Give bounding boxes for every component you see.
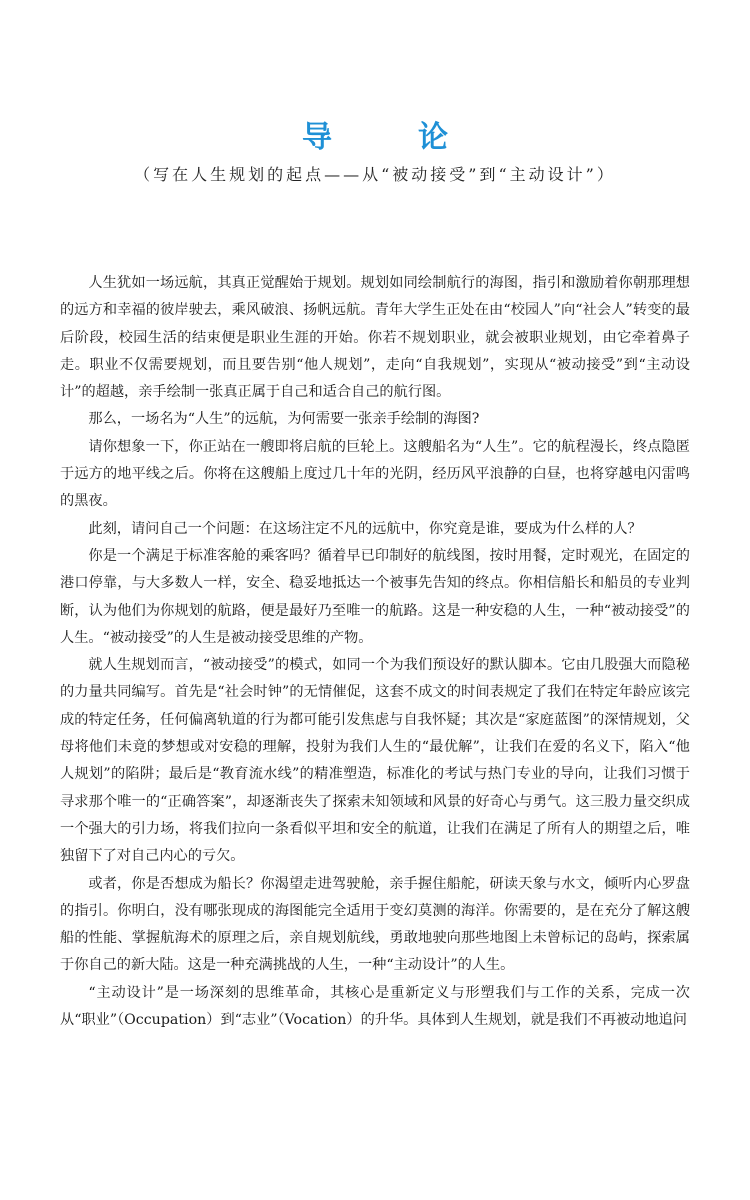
paragraph: 那么，一场名为“人生”的远航，为何需要一张亲手绘制的海图? bbox=[88, 411, 480, 428]
paragraph: “主动设计”是一场深刻的思维革命，其核心是重新定义与形塑我们与工作的关系，完成一次从“职业”（Occupation）到“志业”（Vocation）的升华。具体到人生规划，就是我们不再被动地追问 bbox=[60, 984, 690, 1029]
paragraph: 就人生规划而言，“被动接受”的模式，如同一个为我们预设好的默认脚本。它由几股强大而隐秘的力量共同编写。首先是“社会时钟”的无情催促，这套不成文的时间表规定了我们在特定年龄应该完成的特定任务，任何偏离轨道的行为都可能引发焦虑与自我怀疑；其次是“家庭蓝图”的深情规划，父母将他们未竟的梦想或对安稳的理解，投射为我们人生的“最优解”，让我们在爱的名义下，陷入“他人规划”的陷阱；最后是“教育流水线”的精准塑造，标准化的考试与热门专业的导向，让我们习惯于寻求那个唯一的“正确答案”，却逐渐丧失了探索未知领域和风景的好奇心与勇气。这三股力量交织成一个强大的引力场，将我们拉向一条看似平坦和安全的航道，让我们在满足了所有人的期望之后，唯独留下了对自己内心的亏欠。 bbox=[60, 657, 690, 865]
paragraph: 此刻，请问自己一个问题：在这场注定不凡的远航中，你究竟是谁，要成为什么样的人？ bbox=[88, 520, 642, 537]
paragraph: 你是一个满足于标准客舱的乘客吗？循着早已印制好的航线图，按时用餐，定时观光，在固定的港口停靠，与大多数人一样，安全、稳妥地抵达一个被事先告知的终点。你相信船长和船员的专业判断，认为他们为你规划的航路，便是最好乃至唯一的航路。这是一种安稳的人生，一种“被动接受”的人生。“被动接受”的人生是被动接受思维的产物。 bbox=[60, 547, 690, 646]
page-subtitle: （写在人生规划的起点——从“被动接受”到“主动设计”） bbox=[134, 165, 616, 184]
page-title: 导 论 bbox=[302, 120, 476, 155]
paragraph: 或者，你是否想成为船长？你渴望走进驾驶舱，亲手握住船舵，研读天象与水文，倾听内心罗盘的指引。你明白，没有哪张现成的海图能完全适用于变幻莫测的海洋。你需要的，是在充分了解这艘船的性能、掌握航海术的原理之后，亲自规划航线，勇敢地驶向那些地图上未曾标记的岛屿，探索属于你自己的新大陆。这是一种充满挑战的人生，一种“主动设计”的人生。 bbox=[60, 875, 690, 974]
paragraph: 请你想象一下，你正站在一艘即将启航的巨轮上。这艘船名为“人生”。它的航程漫长，终点隐匿于远方的地平线之后。你将在这艘船上度过几十年的光阴，经历风平浪静的白昼，也将穿越电闪雷鸣的黑夜。 bbox=[60, 438, 690, 510]
paragraph: 人生犹如一场远航，其真正觉醒始于规划。规划如同绘制航行的海图，指引和激励着你朝那理想的远方和幸福的彼岸驶去，乘风破浪、扬帆远航。青年大学生正处在由“校园人”向“社会人”转变的最后阶段，校园生活的结束便是职业生涯的开始。你若不规划职业，就会被职业规划，由它牵着鼻子走。职业不仅需要规划，而且要告别“他人规划”，走向“自我规划”，实现从“被动接受”到“主动设计”的超越，亲手绘制一张真正属于自己和适合自己的航行图。 bbox=[60, 275, 690, 401]
body-text bbox=[60, 270, 690, 1034]
